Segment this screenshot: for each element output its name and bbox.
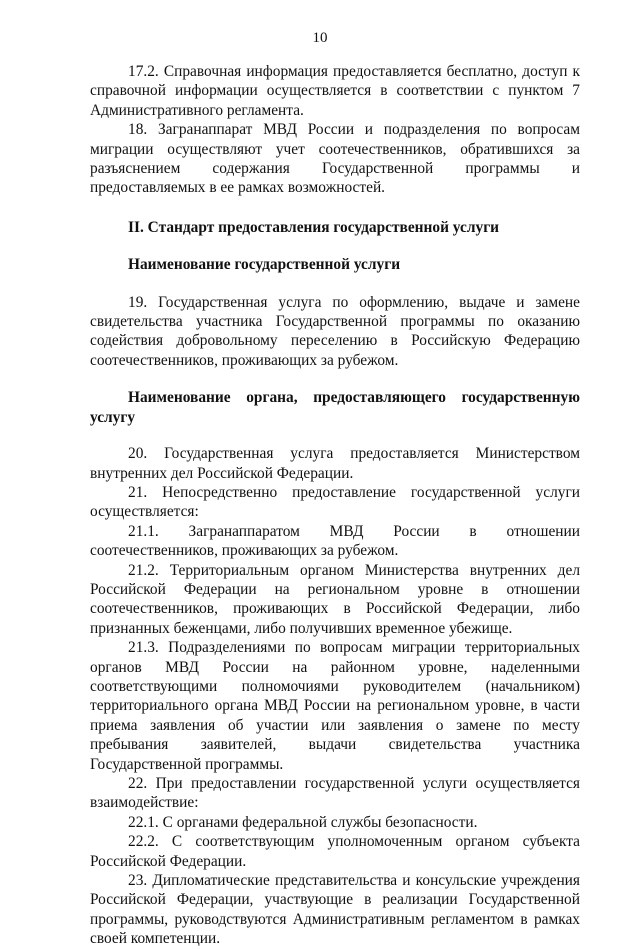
paragraph-21-2: 21.2. Территориальным органом Министерства внутренних дел Российской Федерации на региональном уровне в отношении соотечественников, проживающих в Российской Федерации, либо признанных беженцами, либо получивших временное убежище. bbox=[90, 561, 580, 637]
paragraph-19: 19. Государственная услуга по оформлению, выдаче и замене свидетельства участника Государственной программы по оказанию содействия добровольному переселению в Российскую Федерацию соотечественников, проживающих за рубежом. bbox=[90, 293, 580, 369]
paragraph-23: 23. Дипломатические представительства и консульские учреждения Российской Федерации, участвующие в реализации Государственной программы, руководствуются Административным регламентом в рамках своей компетенции. bbox=[90, 872, 580, 948]
subheading-providing-organ: Наименование органа, предоставляющего государственную услугу bbox=[90, 389, 580, 426]
paragraph-18: 18. Загранаппарат МВД России и подразделения по вопросам миграции осуществляют учет соотечественников, обратившихся за разъяснением содержания Государственной программы и предоставляемых в ее рамках возможностей. bbox=[90, 121, 580, 197]
subheading-service-name: Наименование государственной услуги bbox=[128, 256, 401, 274]
document-body bbox=[90, 62, 580, 949]
page-number: 10 bbox=[312, 30, 328, 46]
section-title: II. Стандарт предоставления государственной услуги bbox=[128, 218, 500, 236]
paragraph-21-1: 21.1. Загранаппаратом МВД России в отношении соотечественников, проживающих за рубежом. bbox=[90, 522, 580, 560]
paragraph-17-2: 17.2. Справочная информация предоставляется бесплатно, доступ к справочной информации осуществляется в соответствии с пунктом 7 Административного регламента. bbox=[90, 63, 580, 119]
paragraph-22-2: 22.2. С соответствующим уполномоченным органом субъекта Российской Федерации. bbox=[90, 833, 580, 870]
paragraph-22-1: 22.1. С органами федеральной службы безопасности. bbox=[128, 813, 478, 831]
paragraph-21: 21. Непосредственно предоставление государственной услуги осуществляется: bbox=[90, 483, 580, 521]
paragraph-21-3: 21.3. Подразделениями по вопросам миграции территориальных органов МВД России на районном уровне, наделенными соответствующими полномочиями руководителем (начальником) территориального органа МВД России на региональном уровне, в части приема заявления об участии или заявления о замене по месту пребывания заявителей, выдачи свидетельства участника Государственной программы. bbox=[90, 639, 580, 773]
paragraph-22: 22. При предоставлении государственной услуги осуществляется взаимодействие: bbox=[90, 775, 580, 812]
paragraph-20: 20. Государственная услуга предоставляется Министерством внутренних дел Российской Федерации. bbox=[90, 445, 580, 482]
